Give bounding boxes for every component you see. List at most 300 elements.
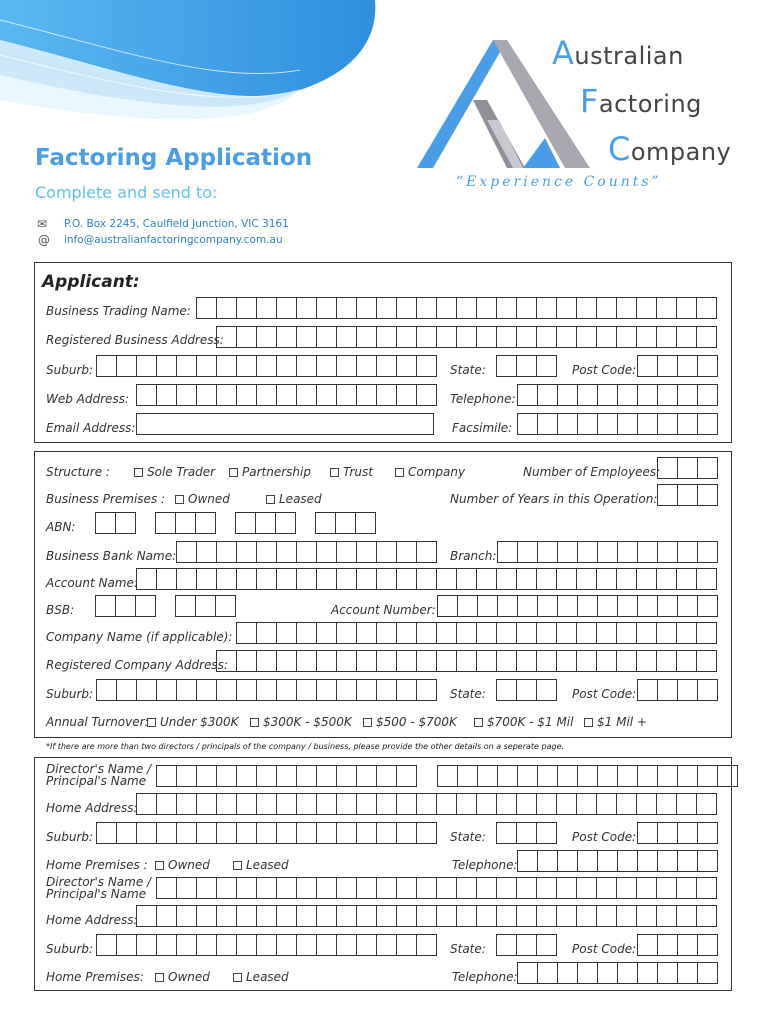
character-box[interactable] (216, 934, 237, 956)
character-box[interactable] (436, 905, 457, 927)
character-box[interactable] (537, 765, 558, 787)
character-box[interactable] (617, 962, 638, 984)
character-box[interactable] (616, 877, 637, 899)
character-box[interactable] (657, 484, 678, 506)
character-box[interactable] (657, 934, 678, 956)
character-box[interactable] (616, 297, 637, 319)
character-box[interactable] (356, 568, 377, 590)
character-box[interactable] (396, 622, 417, 644)
character-box[interactable] (156, 905, 177, 927)
character-box[interactable] (537, 595, 558, 617)
character-box[interactable] (256, 765, 277, 787)
character-box[interactable] (717, 765, 738, 787)
character-box[interactable] (677, 850, 698, 872)
character-box[interactable] (396, 650, 417, 672)
character-box[interactable] (696, 650, 717, 672)
character-box[interactable] (697, 962, 718, 984)
character-box[interactable] (537, 413, 558, 435)
character-box[interactable] (576, 568, 597, 590)
character-box[interactable] (436, 297, 457, 319)
character-box[interactable] (236, 355, 257, 377)
character-box[interactable] (236, 650, 257, 672)
character-box[interactable] (637, 595, 658, 617)
character-box[interactable] (696, 622, 717, 644)
character-box[interactable] (636, 793, 657, 815)
character-box[interactable] (677, 484, 698, 506)
character-box[interactable] (376, 765, 397, 787)
director-1-post-code-field[interactable] (637, 822, 718, 844)
character-box[interactable] (516, 822, 537, 844)
character-box[interactable] (316, 355, 337, 377)
character-box[interactable] (636, 568, 657, 590)
character-box[interactable] (296, 934, 317, 956)
character-box[interactable] (356, 679, 377, 701)
character-box[interactable] (496, 650, 517, 672)
character-box[interactable] (596, 793, 617, 815)
character-box[interactable] (497, 765, 518, 787)
character-box[interactable] (216, 297, 237, 319)
character-box[interactable] (296, 297, 317, 319)
character-box[interactable] (677, 822, 698, 844)
character-box[interactable] (456, 326, 477, 348)
character-box[interactable] (436, 326, 457, 348)
character-box[interactable] (356, 355, 377, 377)
character-box[interactable] (616, 326, 637, 348)
bsb-field-group-2[interactable] (175, 595, 236, 617)
character-box[interactable] (556, 877, 577, 899)
character-box[interactable] (316, 765, 337, 787)
character-box[interactable] (136, 568, 157, 590)
facsimile-field[interactable] (517, 413, 718, 435)
character-box[interactable] (616, 793, 637, 815)
character-box[interactable] (416, 650, 437, 672)
character-box[interactable] (136, 384, 157, 406)
character-box[interactable] (115, 595, 136, 617)
character-box[interactable] (136, 413, 434, 435)
character-box[interactable] (617, 850, 638, 872)
character-box[interactable] (156, 934, 177, 956)
character-box[interactable] (577, 595, 598, 617)
character-box[interactable] (676, 622, 697, 644)
character-box[interactable] (637, 541, 658, 563)
character-box[interactable] (255, 512, 276, 534)
character-box[interactable] (456, 297, 477, 319)
character-box[interactable] (376, 877, 397, 899)
character-box[interactable] (216, 326, 237, 348)
character-box[interactable] (96, 934, 117, 956)
character-box[interactable] (457, 595, 478, 617)
character-box[interactable] (656, 622, 677, 644)
character-box[interactable] (677, 934, 698, 956)
character-box[interactable] (697, 413, 718, 435)
character-box[interactable] (637, 934, 658, 956)
character-box[interactable] (537, 962, 558, 984)
character-box[interactable] (536, 650, 557, 672)
character-box[interactable] (176, 877, 197, 899)
character-box[interactable] (697, 484, 718, 506)
years-in-operation-field[interactable] (657, 484, 718, 506)
character-box[interactable] (596, 877, 617, 899)
character-box[interactable] (316, 822, 337, 844)
director-2-post-code-field[interactable] (637, 934, 718, 956)
character-box[interactable] (276, 355, 297, 377)
character-box[interactable] (596, 297, 617, 319)
character-box[interactable] (176, 541, 197, 563)
character-box[interactable] (216, 650, 237, 672)
character-box[interactable] (516, 622, 537, 644)
structure-option-company[interactable]: Company (395, 465, 465, 479)
character-box[interactable] (476, 793, 497, 815)
character-box[interactable] (236, 326, 257, 348)
character-box[interactable] (416, 384, 437, 406)
character-box[interactable] (416, 297, 437, 319)
character-box[interactable] (176, 822, 197, 844)
character-box[interactable] (256, 650, 277, 672)
character-box[interactable] (556, 622, 577, 644)
character-box[interactable] (356, 822, 377, 844)
character-box[interactable] (136, 822, 157, 844)
checkbox[interactable] (363, 718, 372, 727)
character-box[interactable] (376, 622, 397, 644)
character-box[interactable] (416, 568, 437, 590)
character-box[interactable] (657, 822, 678, 844)
character-box[interactable] (356, 905, 377, 927)
character-box[interactable] (656, 650, 677, 672)
checkbox[interactable] (250, 718, 259, 727)
character-box[interactable] (576, 793, 597, 815)
character-box[interactable] (195, 595, 216, 617)
character-box[interactable] (316, 622, 337, 644)
character-box[interactable] (376, 297, 397, 319)
bank-name-field[interactable] (176, 541, 437, 563)
character-box[interactable] (416, 934, 437, 956)
character-box[interactable] (155, 512, 176, 534)
character-box[interactable] (216, 905, 237, 927)
character-box[interactable] (476, 326, 497, 348)
character-box[interactable] (497, 541, 518, 563)
character-box[interactable] (536, 793, 557, 815)
character-box[interactable] (316, 934, 337, 956)
character-box[interactable] (636, 622, 657, 644)
character-box[interactable] (356, 877, 377, 899)
character-box[interactable] (597, 541, 618, 563)
character-box[interactable] (336, 877, 357, 899)
character-box[interactable] (656, 568, 677, 590)
character-box[interactable] (176, 568, 197, 590)
character-box[interactable] (355, 512, 376, 534)
character-box[interactable] (537, 850, 558, 872)
character-box[interactable] (516, 650, 537, 672)
character-box[interactable] (597, 765, 618, 787)
character-box[interactable] (576, 326, 597, 348)
character-box[interactable] (496, 622, 517, 644)
character-box[interactable] (316, 905, 337, 927)
character-box[interactable] (436, 622, 457, 644)
business-premises-leased[interactable]: Leased (266, 492, 322, 506)
character-box[interactable] (577, 413, 598, 435)
character-box[interactable] (276, 622, 297, 644)
abn-field-group-2[interactable] (155, 512, 216, 534)
character-box[interactable] (276, 877, 297, 899)
character-box[interactable] (537, 541, 558, 563)
character-box[interactable] (556, 793, 577, 815)
character-box[interactable] (276, 934, 297, 956)
character-box[interactable] (637, 355, 658, 377)
character-box[interactable] (216, 793, 237, 815)
character-box[interactable] (597, 413, 618, 435)
character-box[interactable] (416, 326, 437, 348)
character-box[interactable] (116, 679, 137, 701)
character-box[interactable] (316, 568, 337, 590)
character-box[interactable] (696, 877, 717, 899)
character-box[interactable] (95, 595, 116, 617)
character-box[interactable] (236, 822, 257, 844)
abn-field-group-4[interactable] (315, 512, 376, 534)
character-box[interactable] (556, 568, 577, 590)
character-box[interactable] (516, 297, 537, 319)
character-box[interactable] (336, 326, 357, 348)
character-box[interactable] (416, 541, 437, 563)
character-box[interactable] (256, 622, 277, 644)
character-box[interactable] (517, 595, 538, 617)
character-box[interactable] (536, 679, 557, 701)
character-box[interactable] (176, 905, 197, 927)
director-1-name-field-2[interactable] (437, 765, 738, 787)
character-box[interactable] (416, 622, 437, 644)
number-of-employees-field[interactable] (657, 457, 718, 479)
character-box[interactable] (556, 905, 577, 927)
character-box[interactable] (657, 413, 678, 435)
character-box[interactable] (497, 595, 518, 617)
character-box[interactable] (556, 297, 577, 319)
turnover-option-300k-500k[interactable]: $300K - $500K (250, 715, 352, 729)
character-box[interactable] (256, 384, 277, 406)
character-box[interactable] (216, 384, 237, 406)
character-box[interactable] (536, 568, 557, 590)
company-name-field[interactable] (236, 622, 717, 644)
character-box[interactable] (677, 413, 698, 435)
character-box[interactable] (496, 297, 517, 319)
character-box[interactable] (476, 650, 497, 672)
character-box[interactable] (236, 679, 257, 701)
character-box[interactable] (216, 355, 237, 377)
character-box[interactable] (657, 595, 678, 617)
character-box[interactable] (276, 679, 297, 701)
character-box[interactable] (476, 905, 497, 927)
character-box[interactable] (336, 541, 357, 563)
character-box[interactable] (436, 650, 457, 672)
character-box[interactable] (175, 595, 196, 617)
director-1-home-address-field[interactable] (136, 793, 717, 815)
character-box[interactable] (396, 297, 417, 319)
character-box[interactable] (656, 297, 677, 319)
character-box[interactable] (336, 622, 357, 644)
character-box[interactable] (576, 877, 597, 899)
character-box[interactable] (376, 355, 397, 377)
character-box[interactable] (156, 355, 177, 377)
character-box[interactable] (617, 384, 638, 406)
character-box[interactable] (596, 622, 617, 644)
character-box[interactable] (637, 850, 658, 872)
business-suburb-field[interactable] (96, 679, 437, 701)
character-box[interactable] (276, 541, 297, 563)
character-box[interactable] (236, 877, 257, 899)
character-box[interactable] (536, 905, 557, 927)
character-box[interactable] (396, 355, 417, 377)
character-box[interactable] (336, 355, 357, 377)
character-box[interactable] (396, 905, 417, 927)
character-box[interactable] (256, 793, 277, 815)
character-box[interactable] (336, 568, 357, 590)
turnover-option-700k-1mil[interactable]: $700K - $1 Mil (474, 715, 573, 729)
character-box[interactable] (697, 679, 718, 701)
character-box[interactable] (637, 765, 658, 787)
character-box[interactable] (516, 934, 537, 956)
character-box[interactable] (557, 850, 578, 872)
character-box[interactable] (516, 679, 537, 701)
character-box[interactable] (637, 384, 658, 406)
character-box[interactable] (276, 650, 297, 672)
checkbox[interactable] (147, 718, 156, 727)
director-1-name-field[interactable] (156, 765, 417, 787)
character-box[interactable] (696, 326, 717, 348)
character-box[interactable] (175, 512, 196, 534)
character-box[interactable] (637, 962, 658, 984)
character-box[interactable] (556, 650, 577, 672)
character-box[interactable] (697, 541, 718, 563)
character-box[interactable] (617, 595, 638, 617)
character-box[interactable] (517, 413, 538, 435)
structure-option-trust[interactable]: Trust (330, 465, 373, 479)
character-box[interactable] (396, 384, 417, 406)
checkbox[interactable] (584, 718, 593, 727)
checkbox[interactable] (175, 495, 184, 504)
structure-option-partnership[interactable]: Partnership (229, 465, 311, 479)
character-box[interactable] (316, 541, 337, 563)
business-premises-owned[interactable]: Owned (175, 492, 230, 506)
character-box[interactable] (596, 905, 617, 927)
character-box[interactable] (376, 905, 397, 927)
character-box[interactable] (576, 297, 597, 319)
character-box[interactable] (617, 765, 638, 787)
character-box[interactable] (557, 765, 578, 787)
character-box[interactable] (136, 793, 157, 815)
character-box[interactable] (416, 679, 437, 701)
character-box[interactable] (656, 877, 677, 899)
character-box[interactable] (496, 568, 517, 590)
character-box[interactable] (677, 679, 698, 701)
character-box[interactable] (316, 650, 337, 672)
character-box[interactable] (156, 679, 177, 701)
character-box[interactable] (296, 793, 317, 815)
character-box[interactable] (216, 541, 237, 563)
character-box[interactable] (596, 650, 617, 672)
character-box[interactable] (335, 512, 356, 534)
character-box[interactable] (376, 934, 397, 956)
character-box[interactable] (156, 765, 177, 787)
director-2-home-address-field[interactable] (136, 905, 717, 927)
character-box[interactable] (196, 541, 217, 563)
character-box[interactable] (136, 905, 157, 927)
character-box[interactable] (136, 934, 157, 956)
character-box[interactable] (537, 384, 558, 406)
character-box[interactable] (696, 905, 717, 927)
character-box[interactable] (676, 793, 697, 815)
business-post-code-field[interactable] (637, 679, 718, 701)
character-box[interactable] (176, 765, 197, 787)
character-box[interactable] (196, 905, 217, 927)
character-box[interactable] (196, 877, 217, 899)
character-box[interactable] (557, 962, 578, 984)
character-box[interactable] (116, 934, 137, 956)
character-box[interactable] (256, 297, 277, 319)
checkbox[interactable] (155, 861, 164, 870)
character-box[interactable] (236, 297, 257, 319)
character-box[interactable] (296, 650, 317, 672)
web-address-field[interactable] (136, 384, 437, 406)
character-box[interactable] (156, 877, 177, 899)
character-box[interactable] (616, 650, 637, 672)
turnover-option-under-300k[interactable]: Under $300K (147, 715, 239, 729)
character-box[interactable] (216, 568, 237, 590)
character-box[interactable] (116, 822, 137, 844)
character-box[interactable] (356, 622, 377, 644)
character-box[interactable] (477, 765, 498, 787)
character-box[interactable] (577, 765, 598, 787)
character-box[interactable] (196, 934, 217, 956)
character-box[interactable] (316, 877, 337, 899)
character-box[interactable] (416, 822, 437, 844)
director-2-telephone-field[interactable] (517, 962, 718, 984)
director-2-name-field[interactable] (156, 877, 717, 899)
character-box[interactable] (316, 326, 337, 348)
character-box[interactable] (677, 384, 698, 406)
character-box[interactable] (536, 297, 557, 319)
character-box[interactable] (677, 765, 698, 787)
character-box[interactable] (376, 650, 397, 672)
character-box[interactable] (576, 905, 597, 927)
character-box[interactable] (196, 793, 217, 815)
turnover-option-500-700k[interactable]: $500 - $700K (363, 715, 457, 729)
character-box[interactable] (276, 793, 297, 815)
character-box[interactable] (96, 355, 117, 377)
character-box[interactable] (296, 679, 317, 701)
character-box[interactable] (416, 905, 437, 927)
character-box[interactable] (256, 679, 277, 701)
character-box[interactable] (296, 541, 317, 563)
character-box[interactable] (637, 679, 658, 701)
character-box[interactable] (196, 679, 217, 701)
character-box[interactable] (476, 877, 497, 899)
email-address-field[interactable] (136, 413, 434, 435)
account-name-field[interactable] (136, 568, 717, 590)
structure-option-sole-trader[interactable]: Sole Trader (134, 465, 215, 479)
character-box[interactable] (697, 457, 718, 479)
director-2-premises-owned[interactable]: Owned (155, 970, 210, 984)
character-box[interactable] (516, 905, 537, 927)
character-box[interactable] (697, 822, 718, 844)
character-box[interactable] (676, 568, 697, 590)
character-box[interactable] (316, 297, 337, 319)
character-box[interactable] (276, 822, 297, 844)
character-box[interactable] (276, 905, 297, 927)
character-box[interactable] (356, 650, 377, 672)
character-box[interactable] (316, 679, 337, 701)
checkbox[interactable] (266, 495, 275, 504)
character-box[interactable] (476, 297, 497, 319)
character-box[interactable] (315, 512, 336, 534)
character-box[interactable] (597, 384, 618, 406)
